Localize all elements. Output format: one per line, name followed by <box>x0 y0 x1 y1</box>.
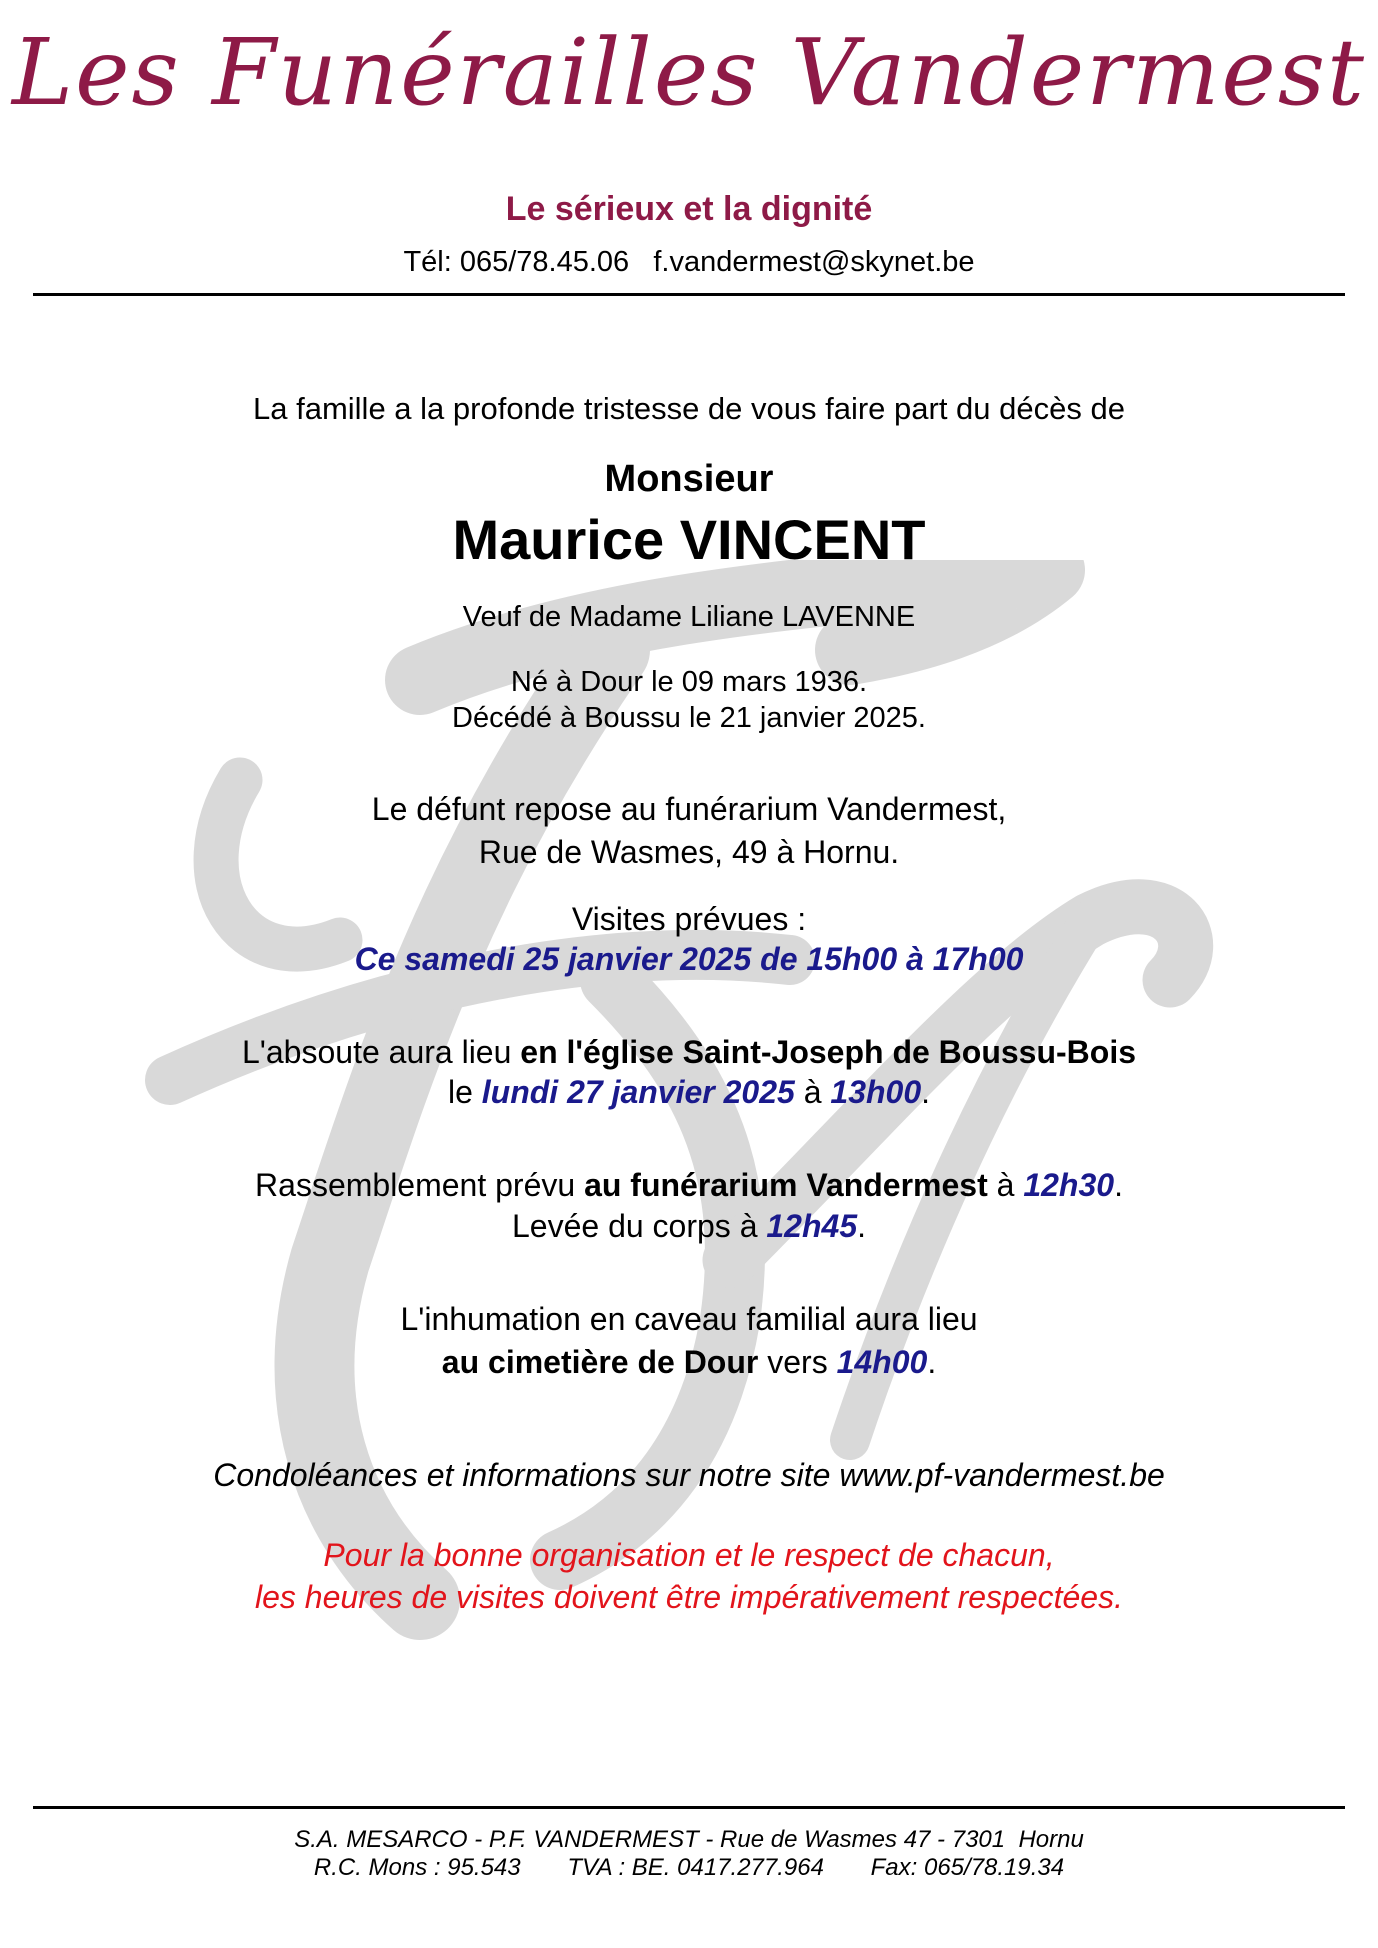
absoute-place: en l'église Saint-Joseph de Boussu-Bois <box>520 1034 1137 1070</box>
header-divider <box>33 293 1345 296</box>
levee-end: . <box>857 1208 866 1244</box>
rest-location-line2: Rue de Wasmes, 49 à Hornu. <box>478 834 900 870</box>
visits-schedule: Ce samedi 25 janvier 2025 de 15h00 à 17h00 <box>354 941 1024 977</box>
absoute-a: à <box>794 1074 831 1110</box>
visit-rules-line1: Pour la bonne organisation et le respect de chacun, <box>323 1537 1055 1573</box>
death-info: Décédé à Boussu le 21 janvier 2025. <box>452 702 926 734</box>
absoute-time: 13h00 <box>830 1074 922 1110</box>
rassemblement-place: au funérarium Vandermest <box>584 1167 988 1203</box>
absoute-line1 <box>0 1033 1378 1071</box>
inhumation-time: 14h00 <box>836 1344 928 1380</box>
rassemblement-a: à <box>987 1167 1024 1203</box>
footer-company: S.A. MESARCO - P.F. VANDERMEST - Rue de Wasmes 47 - 7301 Hornu <box>294 1826 1084 1853</box>
absoute-line2 <box>0 1073 1378 1111</box>
inhumation-end: . <box>927 1344 937 1380</box>
footer-rc: R.C. Mons : 95.543 <box>313 1854 521 1881</box>
footer-fax: Fax: 065/78.19.34 <box>870 1854 1065 1881</box>
footer-registration <box>0 1854 1378 1882</box>
email[interactable]: f.vandermest@skynet.be <box>653 246 975 278</box>
absoute-pre: L'absoute aura lieu <box>241 1034 521 1070</box>
footer-tva: TVA : BE. 0417.277.964 <box>567 1854 824 1881</box>
visit-rules-line2: les heures de visites doivent être impérativement respectées. <box>255 1579 1123 1615</box>
rassemblement-pre: Rassemblement prévu <box>255 1167 585 1203</box>
deceased-name: Maurice VINCENT <box>452 508 926 571</box>
rassemblement-line <box>0 1166 1378 1204</box>
widow-of: Veuf de Madame Liliane LAVENNE <box>462 601 916 633</box>
inhumation-vers: vers <box>758 1344 837 1380</box>
rest-location-line1: Le défunt repose au funérarium Vandermest, <box>371 791 1007 827</box>
contact-line <box>0 246 1378 279</box>
inhumation-line1: L'inhumation en caveau familial aura lieu <box>400 1301 978 1337</box>
inhumation-line2 <box>0 1343 1378 1381</box>
levee-time: 12h45 <box>766 1208 858 1244</box>
footer-divider <box>33 1806 1345 1809</box>
absoute-end: . <box>921 1074 931 1110</box>
absoute-date: lundi 27 janvier 2025 <box>481 1074 795 1110</box>
levee-pre: Levée du corps à <box>511 1208 767 1244</box>
rassemblement-time: 12h30 <box>1023 1167 1115 1203</box>
absoute-le: le <box>447 1074 482 1110</box>
condolences-text: Condoléances et informations sur notre site www.pf-vandermest.be <box>213 1457 1165 1493</box>
tagline: Le sérieux et la dignité <box>505 190 873 228</box>
birth-info: Né à Dour le 09 mars 1936. <box>510 666 868 698</box>
visits-label: Visites prévues : <box>571 901 807 937</box>
levee-line <box>0 1207 1378 1245</box>
deceased-title: Monsieur <box>604 458 774 500</box>
inhumation-place: au cimetière de Dour <box>441 1344 759 1380</box>
rassemblement-end: . <box>1114 1167 1123 1203</box>
phone: Tél: 065/78.45.06 <box>403 246 630 278</box>
brand-title: Les Funérailles Vandermest <box>11 19 1367 126</box>
intro-text: La famille a la profonde tristesse de vous faire part du décès de <box>253 391 1125 426</box>
